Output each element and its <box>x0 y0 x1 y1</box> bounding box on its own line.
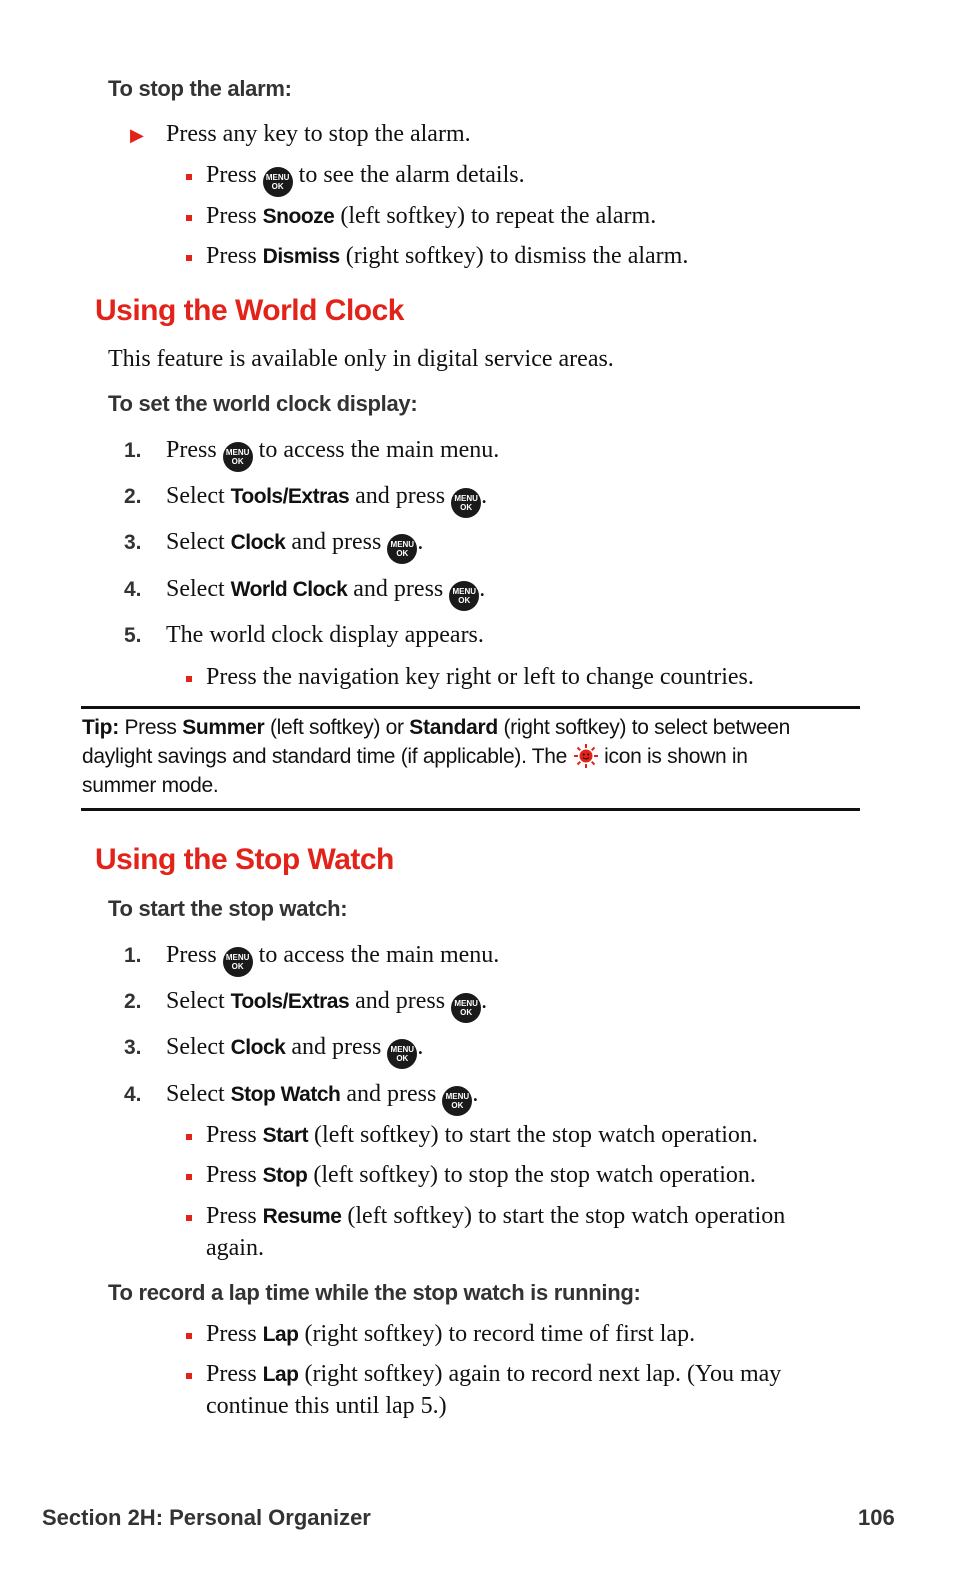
menu-ok-key-icon: MENU OK <box>387 1039 417 1069</box>
menu-ok-key-icon: MENU OK <box>451 993 481 1023</box>
world-step-4: 4. Select World Clock and press MENU OK . <box>124 576 142 603</box>
menu-ok-key-icon: MENU OK <box>387 534 417 564</box>
tools-extras-keyword: Tools/Extras <box>230 485 350 508</box>
clock-keyword: Clock <box>230 531 286 554</box>
alarm-step-text: Press any key to stop the alarm. <box>166 121 471 147</box>
tip-line-1: Tip: Press Summer (left softkey) or Standard (right softkey) to select between <box>82 716 791 739</box>
world-step-3: 3. Select Clock and press MENU OK . <box>124 529 142 556</box>
world-step-1: 1. Press MENU OK to access the main menu. <box>124 437 142 464</box>
world-step-2: 2. Select Tools/Extras and press MENU OK . <box>124 483 142 510</box>
tip-label: Tip: <box>82 716 119 739</box>
tip-top-rule <box>81 706 860 709</box>
stop-step-3: 3. Select Clock and press MENU OK . <box>124 1034 142 1061</box>
stop-watch-title: Using the Stop Watch <box>95 843 394 876</box>
start-keyword: Start <box>262 1124 309 1147</box>
bullet-icon <box>186 676 192 682</box>
stop-watch-keyword: Stop Watch <box>230 1083 341 1106</box>
alarm-step <box>130 121 471 148</box>
world-clock-subheading: To set the world clock display: <box>108 391 418 416</box>
bullet-icon <box>186 1373 192 1379</box>
stop-keyword: Stop <box>262 1164 308 1187</box>
bullet-icon <box>186 174 192 180</box>
tools-extras-keyword: Tools/Extras <box>230 990 350 1013</box>
world-clock-keyword: World Clock <box>230 578 348 601</box>
tip-bottom-rule <box>81 808 860 811</box>
menu-ok-key-icon: MENU OK <box>449 581 479 611</box>
lap-keyword: Lap <box>262 1363 299 1386</box>
bullet-icon <box>186 215 192 221</box>
bullet-icon <box>186 1174 192 1180</box>
page-number: 106 <box>858 1505 895 1530</box>
world-clock-title: Using the World Clock <box>95 294 404 327</box>
stop-watch-subheading: To start the stop watch: <box>108 896 348 921</box>
tip-line-2: daylight savings and standard time (if applicable). The icon is shown in <box>82 745 748 768</box>
stop-bullet-resume-cont: again. <box>206 1235 264 1261</box>
resume-keyword: Resume <box>262 1205 342 1228</box>
summer-sun-icon <box>573 743 599 769</box>
menu-ok-key-icon: MENU OK <box>223 947 253 977</box>
dismiss-keyword: Dismiss <box>262 245 340 268</box>
bullet-icon <box>186 255 192 261</box>
stop-step-1: 1. Press MENU OK to access the main menu. <box>124 942 142 969</box>
stop-step-4: 4. Select Stop Watch and press MENU OK . <box>124 1081 142 1108</box>
standard-keyword: Standard <box>409 716 498 739</box>
clock-keyword: Clock <box>230 1036 286 1059</box>
bullet-icon <box>186 1215 192 1221</box>
menu-ok-key-icon: MENU OK <box>451 488 481 518</box>
tip-line-3: summer mode. <box>82 774 219 797</box>
bullet-icon <box>186 1134 192 1140</box>
lap-bullet-next-cont: continue this until lap 5.) <box>206 1393 447 1419</box>
lap-heading: To record a lap time while the stop watch is running: <box>108 1280 641 1305</box>
world-step-5: 5. The world clock display appears. <box>124 622 484 648</box>
menu-ok-key-icon: MENU OK <box>442 1086 472 1116</box>
summer-keyword: Summer <box>182 716 265 739</box>
footer-section: Section 2H: Personal Organizer <box>42 1505 371 1530</box>
snooze-keyword: Snooze <box>262 205 335 228</box>
world-clock-intro: This feature is available only in digital service areas. <box>108 346 614 372</box>
tip-box <box>82 713 790 800</box>
bullet-icon <box>186 1333 192 1339</box>
lap-keyword: Lap <box>262 1323 299 1346</box>
menu-ok-key-icon: MENU OK <box>223 442 253 472</box>
menu-ok-key-icon: MENU OK <box>263 167 293 197</box>
stop-step-2: 2. Select Tools/Extras and press MENU OK . <box>124 988 142 1015</box>
alarm-heading: To stop the alarm: <box>108 76 292 101</box>
triangle-bullet-icon: ▶ <box>130 125 144 145</box>
